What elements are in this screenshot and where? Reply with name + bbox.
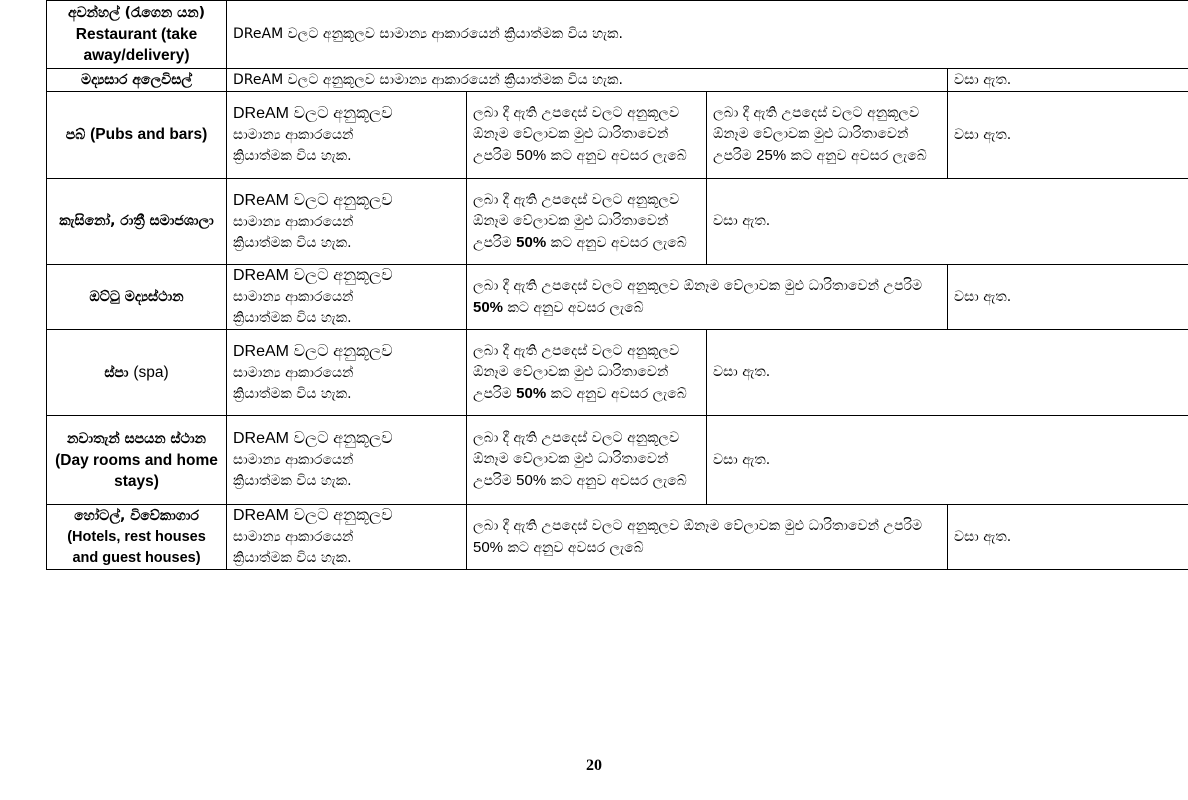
closed-cell: වසා ඇත. [707, 416, 1188, 505]
closed-cell: වසා ඇත. [707, 179, 1188, 265]
advice-cell [467, 330, 707, 416]
advice-text-end: කට අනුව අවසර ලැබේ [550, 473, 687, 489]
category-cell [47, 330, 227, 416]
dream-cell [227, 92, 467, 179]
advice-cell [467, 416, 707, 505]
dream-cell [227, 179, 467, 265]
dream-cell: DReAM වලට අනුකූලව සාමාන්‍ය ආකාරයෙන් ක්‍රියාත්මක විය හැක. [227, 69, 948, 92]
dream-line: ක්‍රියාත්මක විය හැක. [233, 234, 352, 251]
dream-line [233, 190, 460, 212]
dream-cell [227, 265, 467, 330]
dream-text: DReAM වලට අනුකූලව [233, 267, 393, 284]
category-english: (spa) [133, 363, 169, 381]
category-cell: ඔට්ටු මද්‍යස්ථාන [47, 265, 227, 330]
advice-text: ලබා දී ඇති උපදෙස් වලට අනුකූලව ඕනෑම වේලාවක මුළු ධාරිතාවෙන් උපරිම [473, 517, 923, 534]
dream-cell [227, 330, 467, 416]
category-sinhala: මද්‍යසාර අලෙවිසල් [81, 71, 192, 88]
table-row [47, 505, 1188, 570]
category-cell [47, 416, 227, 505]
advice-text-end: කට අනුව අවසර ලැබේ [550, 234, 687, 251]
advice-percent: 50% [516, 472, 547, 489]
closed-cell: වසා ඇත. [948, 265, 1188, 330]
dream-line: සාමාන්‍ය ආකාරයෙන් [233, 529, 354, 545]
advice-cell [467, 92, 707, 179]
advice-cell [707, 92, 948, 179]
advice-text-end: කට අනුව අවසර ලැබේ [550, 148, 687, 164]
advice-cell [467, 505, 948, 570]
dream-line: ක්‍රියාත්මක විය හැක. [233, 310, 352, 326]
advice-text: ලබා දී ඇති උපදෙස් වලට අනුකූලව ඕනෑම වේලාවක මුළු ධාරිතාවෙන් උපරිම [473, 105, 680, 164]
category-sinhala: අවන්හල් (රැගෙන යන) [67, 5, 205, 21]
dream-line [233, 265, 460, 287]
advice-cell [467, 179, 707, 265]
table-row [47, 1, 1188, 69]
category-cell [47, 69, 227, 92]
dream-text: DReAM වලට අනුකූලව [233, 105, 393, 122]
table-row [47, 69, 1188, 92]
category-english: (Hotels, rest houses and guest houses) [67, 528, 206, 566]
advice-text: ලබා දී ඇති උපදෙස් වලට අනුකූලව ඕනෑම වේලාවක මුළු ධාරිතාවෙන් උපරිම [473, 342, 680, 402]
table-row [47, 179, 1188, 265]
table-row [47, 416, 1188, 505]
dream-line: සාමාන්‍ය ආකාරයෙන් [233, 364, 354, 381]
dream-line [233, 505, 460, 527]
category-sinhala: ස්පා [104, 364, 129, 381]
advice-text: ලබා දී ඇති උපදෙස් වලට අනුකූලව ඕනෑම වේලාවක මුළු ධාරිතාවෙන් උපරිම [473, 430, 680, 489]
dream-text: DReAM වලට අනුකූලව [233, 191, 393, 209]
category-sinhala: නවාතැන් සපයන ස්ථාන [67, 430, 206, 447]
dream-line: ක්‍රියාත්මක විය හැක. [233, 550, 352, 566]
table-row [47, 330, 1188, 416]
advice-cell [467, 265, 948, 330]
category-cell [47, 505, 227, 570]
advice-percent: 25% [756, 147, 787, 164]
category-english: Restaurant (take away/delivery) [75, 26, 198, 64]
advice-percent: 50% [516, 147, 547, 164]
regulations-table [46, 0, 1188, 570]
closed-cell: වසා ඇත. [948, 505, 1188, 570]
advice-percent: 50% [516, 233, 547, 251]
advice-text: ලබා දී ඇති උපදෙස් වලට අනුකූලව ඕනෑම වේලාවක මුළු ධාරිතාවෙන් උපරිම [473, 191, 680, 251]
dream-text: DReAM වලට අනුකූලව [233, 342, 393, 360]
category-cell [47, 1, 227, 69]
dream-line: සාමාන්‍ය ආකාරයෙන් [233, 289, 354, 305]
category-sinhala: පබ් [65, 127, 86, 143]
dream-line: ක්‍රියාත්මක විය හැක. [233, 473, 352, 489]
table-row [47, 92, 1188, 179]
dream-text: DReAM වලට අනුකූලව [233, 430, 393, 447]
dream-line: සාමාන්‍ය ආකාරයෙන් [233, 213, 354, 230]
dream-line: ක්‍රියාත්මක විය හැක. [233, 385, 352, 402]
advice-text-end: කට අනුව අවසර ලැබේ [507, 539, 644, 556]
advice-text-end: කට අනුව අවසර ලැබේ [550, 385, 687, 402]
advice-text: ලබා දී ඇති උපදෙස් වලට අනුකූලව ඕනෑම වේලාවක මුළු ධාරිතාවෙන් උපරිම [473, 277, 923, 294]
dream-line [233, 428, 460, 450]
dream-cell [227, 416, 467, 505]
category-english: (Day rooms and home stays) [55, 451, 218, 490]
page-number: 20 [586, 757, 602, 774]
closed-cell: වසා ඇත. [948, 92, 1188, 179]
closed-cell: වසා ඇත. [948, 69, 1188, 92]
category-cell: කැසිනෝ, රාත්‍රී සමාජශාලා [47, 179, 227, 265]
advice-percent: 50% [516, 384, 547, 402]
dream-line: සාමාන්‍ය ආකාරයෙන් [233, 452, 354, 468]
advice-text: ලබා දී ඇති උපදෙස් වලට අනුකූලව ඕනෑම වේලාවක මුළු ධාරිතාවෙන් උපරිම [713, 105, 920, 164]
dream-line: ක්‍රියාත්මක විය හැක. [233, 148, 352, 164]
dream-text: DReAM වලට අනුකූලව [233, 507, 393, 524]
advice-text-end: කට අනුව අවසර ලැබේ [790, 148, 927, 164]
advice-text-end: කට අනුව අවසර ලැබේ [507, 299, 644, 316]
advice-percent: 50% [473, 538, 504, 556]
category-sinhala: හෝටල්, විවේකාගාර [74, 507, 199, 524]
closed-cell: වසා ඇත. [707, 330, 1188, 416]
dream-cell: DReAM වලට අනුකූලව සාමාන්‍ය ආකාරයෙන් ක්‍රියාත්මක විය හැක. [227, 1, 1188, 69]
advice-percent: 50% [473, 298, 504, 316]
dream-line: සාමාන්‍ය ආකාරයෙන් [233, 127, 354, 143]
dream-cell [227, 505, 467, 570]
category-cell [47, 92, 227, 179]
category-english: (Pubs and bars) [90, 126, 208, 143]
dream-line [233, 103, 460, 125]
table-row [47, 265, 1188, 330]
dream-line [233, 341, 460, 363]
